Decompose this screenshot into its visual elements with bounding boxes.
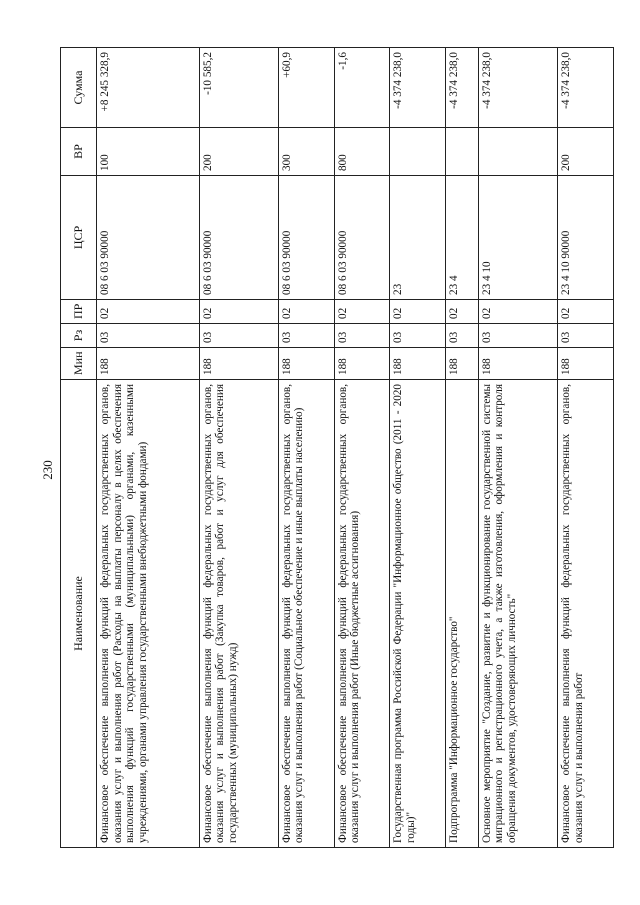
row-min: 188 bbox=[97, 348, 200, 380]
row-pr: 02 bbox=[97, 300, 200, 324]
header-rz: Рз bbox=[61, 324, 97, 348]
row-csr: 08 6 03 90000 bbox=[334, 176, 390, 300]
row-min: 188 bbox=[334, 348, 390, 380]
row-min: 188 bbox=[446, 348, 479, 380]
row-csr: 23 4 10 90000 bbox=[558, 176, 614, 300]
row-min: 188 bbox=[390, 348, 446, 380]
row-sum: +60,9 bbox=[278, 48, 334, 128]
budget-table bbox=[60, 47, 614, 848]
table-row bbox=[446, 48, 479, 848]
row-pr: 02 bbox=[199, 300, 278, 324]
row-rz: 03 bbox=[446, 324, 479, 348]
row-sum: -4 374 238,0 bbox=[390, 48, 446, 128]
row-rz: 03 bbox=[199, 324, 278, 348]
table-row bbox=[390, 48, 446, 848]
row-name: Государственная программа Российской Федерации "Информационное общество (2011 - 2020 годы)" bbox=[390, 380, 446, 848]
table-row bbox=[278, 48, 334, 848]
row-name: Финансовое обеспечение выполнения функций федеральных государственных органов, оказания услуг и выполнения работ (Закупка товаров, работ и услуг для обеспечения государственных (муниципальных) нужд) bbox=[199, 380, 278, 848]
row-vr bbox=[478, 128, 557, 176]
row-name: Финансовое обеспечение выполнения функций федеральных государственных органов, оказания услуг и выполнения работ (Социальное обеспечение и иные выплаты населению) bbox=[278, 380, 334, 848]
row-pr: 02 bbox=[390, 300, 446, 324]
table-row bbox=[558, 48, 614, 848]
row-pr: 02 bbox=[446, 300, 479, 324]
page-number: 230 bbox=[39, 460, 55, 480]
row-vr: 100 bbox=[97, 128, 200, 176]
row-vr: 300 bbox=[278, 128, 334, 176]
rotated-table-container bbox=[60, 48, 614, 848]
row-name: Финансовое обеспечение выполнения функций федеральных государственных органов, оказания услуг и выполнения работ (Иные бюджетные ассигнования) bbox=[334, 380, 390, 848]
row-pr: 02 bbox=[558, 300, 614, 324]
row-csr: 23 bbox=[390, 176, 446, 300]
row-pr: 02 bbox=[278, 300, 334, 324]
row-min: 188 bbox=[478, 348, 557, 380]
row-rz: 03 bbox=[97, 324, 200, 348]
row-csr: 08 6 03 90000 bbox=[199, 176, 278, 300]
row-min: 188 bbox=[558, 348, 614, 380]
header-sum: Сумма bbox=[61, 48, 97, 128]
row-csr: 23 4 bbox=[446, 176, 479, 300]
header-name: Наименование bbox=[61, 380, 97, 848]
row-min: 188 bbox=[278, 348, 334, 380]
row-sum: -4 374 238,0 bbox=[446, 48, 479, 128]
row-rz: 03 bbox=[390, 324, 446, 348]
table-row bbox=[97, 48, 200, 848]
header-row bbox=[61, 48, 97, 848]
row-vr bbox=[390, 128, 446, 176]
row-sum: -10 585,2 bbox=[199, 48, 278, 128]
row-vr: 800 bbox=[334, 128, 390, 176]
table-row bbox=[199, 48, 278, 848]
row-min: 188 bbox=[199, 348, 278, 380]
row-csr: 08 6 03 90000 bbox=[97, 176, 200, 300]
header-pr: ПР bbox=[61, 300, 97, 324]
row-rz: 03 bbox=[278, 324, 334, 348]
row-name: Основное мероприятие "Создание, развитие и функционирование государственной системы миграционного и регистрационного учета, а также изготовления, оформления и контроля обращения документов, удостоверяющих личность" bbox=[478, 380, 557, 848]
row-csr: 08 6 03 90000 bbox=[278, 176, 334, 300]
row-vr: 200 bbox=[558, 128, 614, 176]
header-min: Мин bbox=[61, 348, 97, 380]
row-rz: 03 bbox=[334, 324, 390, 348]
header-csr: ЦСР bbox=[61, 176, 97, 300]
row-sum: -1,6 bbox=[334, 48, 390, 128]
row-csr: 23 4 10 bbox=[478, 176, 557, 300]
row-vr bbox=[446, 128, 479, 176]
row-name: Подпрограмма "Информационное государство" bbox=[446, 380, 479, 848]
row-vr: 200 bbox=[199, 128, 278, 176]
table-row bbox=[478, 48, 557, 848]
row-rz: 03 bbox=[558, 324, 614, 348]
row-pr: 02 bbox=[478, 300, 557, 324]
header-vr: ВР bbox=[61, 128, 97, 176]
row-pr: 02 bbox=[334, 300, 390, 324]
row-sum: -4 374 238,0 bbox=[558, 48, 614, 128]
row-sum: -4 374 238,0 bbox=[478, 48, 557, 128]
row-rz: 03 bbox=[478, 324, 557, 348]
row-name: Финансовое обеспечение выполнения функций федеральных государственных органов, оказания услуг и выполнения работ bbox=[558, 380, 614, 848]
row-name: Финансовое обеспечение выполнения функций федеральных государственных органов, оказания услуг и выполнения работ (Расходы на выплаты персоналу в целях обеспечения выполнения функций государственными (муниципальными) органами, казенными учреждениями, органами управления государственными внебюджетными фондами) bbox=[97, 380, 200, 848]
row-sum: +8 245 328,9 bbox=[97, 48, 200, 128]
table-row bbox=[334, 48, 390, 848]
